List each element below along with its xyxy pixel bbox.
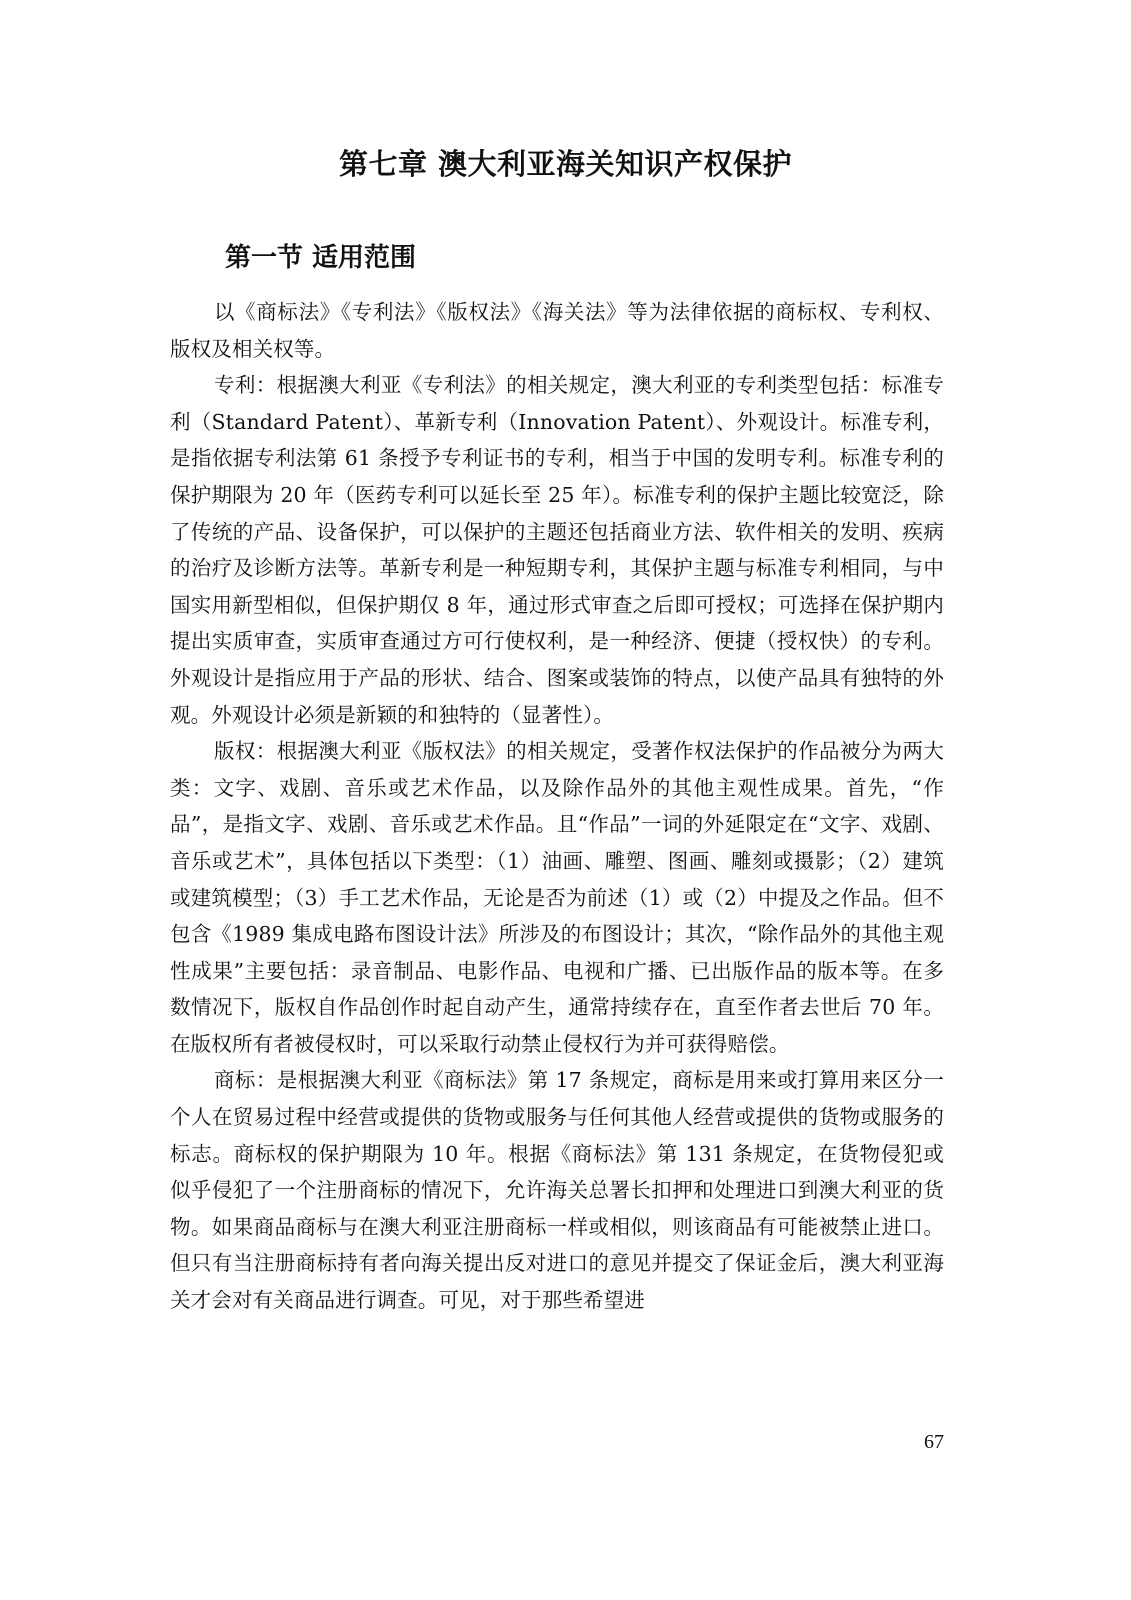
paragraph-patent: 专利：根据澳大利亚《专利法》的相关规定，澳大利亚的专利类型包括：标准专利（Standard Patent）、革新专利（Innovation Patent）、外观设计。标准专利，是指依据专利法第 61 条授予专利证书的专利，相当于中国的发明专利。标准专利的保护期限为 20 年（医药专利可以延长至 25 年）。标准专利的保护主题比较宽泛，除了传统的产品、设备保护，可以保护的主题还包括商业方法、软件相关的发明、疾病的治疗及诊断方法等。革新专利是一种短期专利，其保护主题与标准专利相同，与中国实用新型相似，但保护期仅 8 年，通过形式审查之后即可授权；可选择在保护期内提出实质审查，实质审查通过方可行使权利，是一种经济、便捷（授权快）的专利。外观设计是指应用于产品的形状、结合、图案或装饰的特点，以使产品具有独特的外观。外观设计必须是新颖的和独特的（显著性）。 (170, 373, 944, 727)
section-title: 第一节 适用范围 (225, 243, 417, 273)
paragraph-scope: 以《商标法》《专利法》《版权法》《海关法》等为法律依据的商标权、专利权、版权及相关权等。 (170, 300, 944, 361)
page-number: 67 (924, 1431, 944, 1453)
chapter-title: 第七章 澳大利亚海关知识产权保护 (338, 147, 793, 181)
paragraph-trademark: 商标：是根据澳大利亚《商标法》第 17 条规定，商标是用来或打算用来区分一个人在贸易过程中经营或提供的货物或服务与任何其他人经营或提供的货物或服务的标志。商标权的保护期限为 10 年。根据《商标法》第 131 条规定，在货物侵犯或似乎侵犯了一个注册商标的情况下，允许海关总署长扣押和处理进口到澳大利亚的货物。如果商品商标与在澳大利亚注册商标一样或相似，则该商品有可能被禁止进口。但只有当注册商标持有者向海关提出反对进口的意见并提交了保证金后，澳大利亚海关才会对有关商品进行调查。可见，对于那些希望进 (170, 1068, 944, 1313)
paragraph-copyright: 版权：根据澳大利亚《版权法》的相关规定，受著作权法保护的作品被分为两大类：文字、戏剧、音乐或艺术作品，以及除作品外的其他主观性成果。首先，“作品”，是指文字、戏剧、音乐或艺术作品。且“作品”一词的外延限定在“文字、戏剧、音乐或艺术”，具体包括以下类型：（1）油画、雕塑、图画、雕刻或摄影；（2）建筑或建筑模型；（3）手工艺术作品，无论是否为前述（1）或（2）中提及之作品。但不包含《1989 集成电路布图设计法》所涉及的布图设计；其次，“除作品外的其他主观性成果”主要包括：录音制品、电影作品、电视和广播、已出版作品的版本等。在多数情况下，版权自作品创作时起自动产生，通常持续存在，直至作者去世后 70 年。在版权所有者被侵权时，可以采取行动禁止侵权行为并可获得赔偿。 (170, 739, 944, 1056)
body-text (170, 294, 944, 1319)
